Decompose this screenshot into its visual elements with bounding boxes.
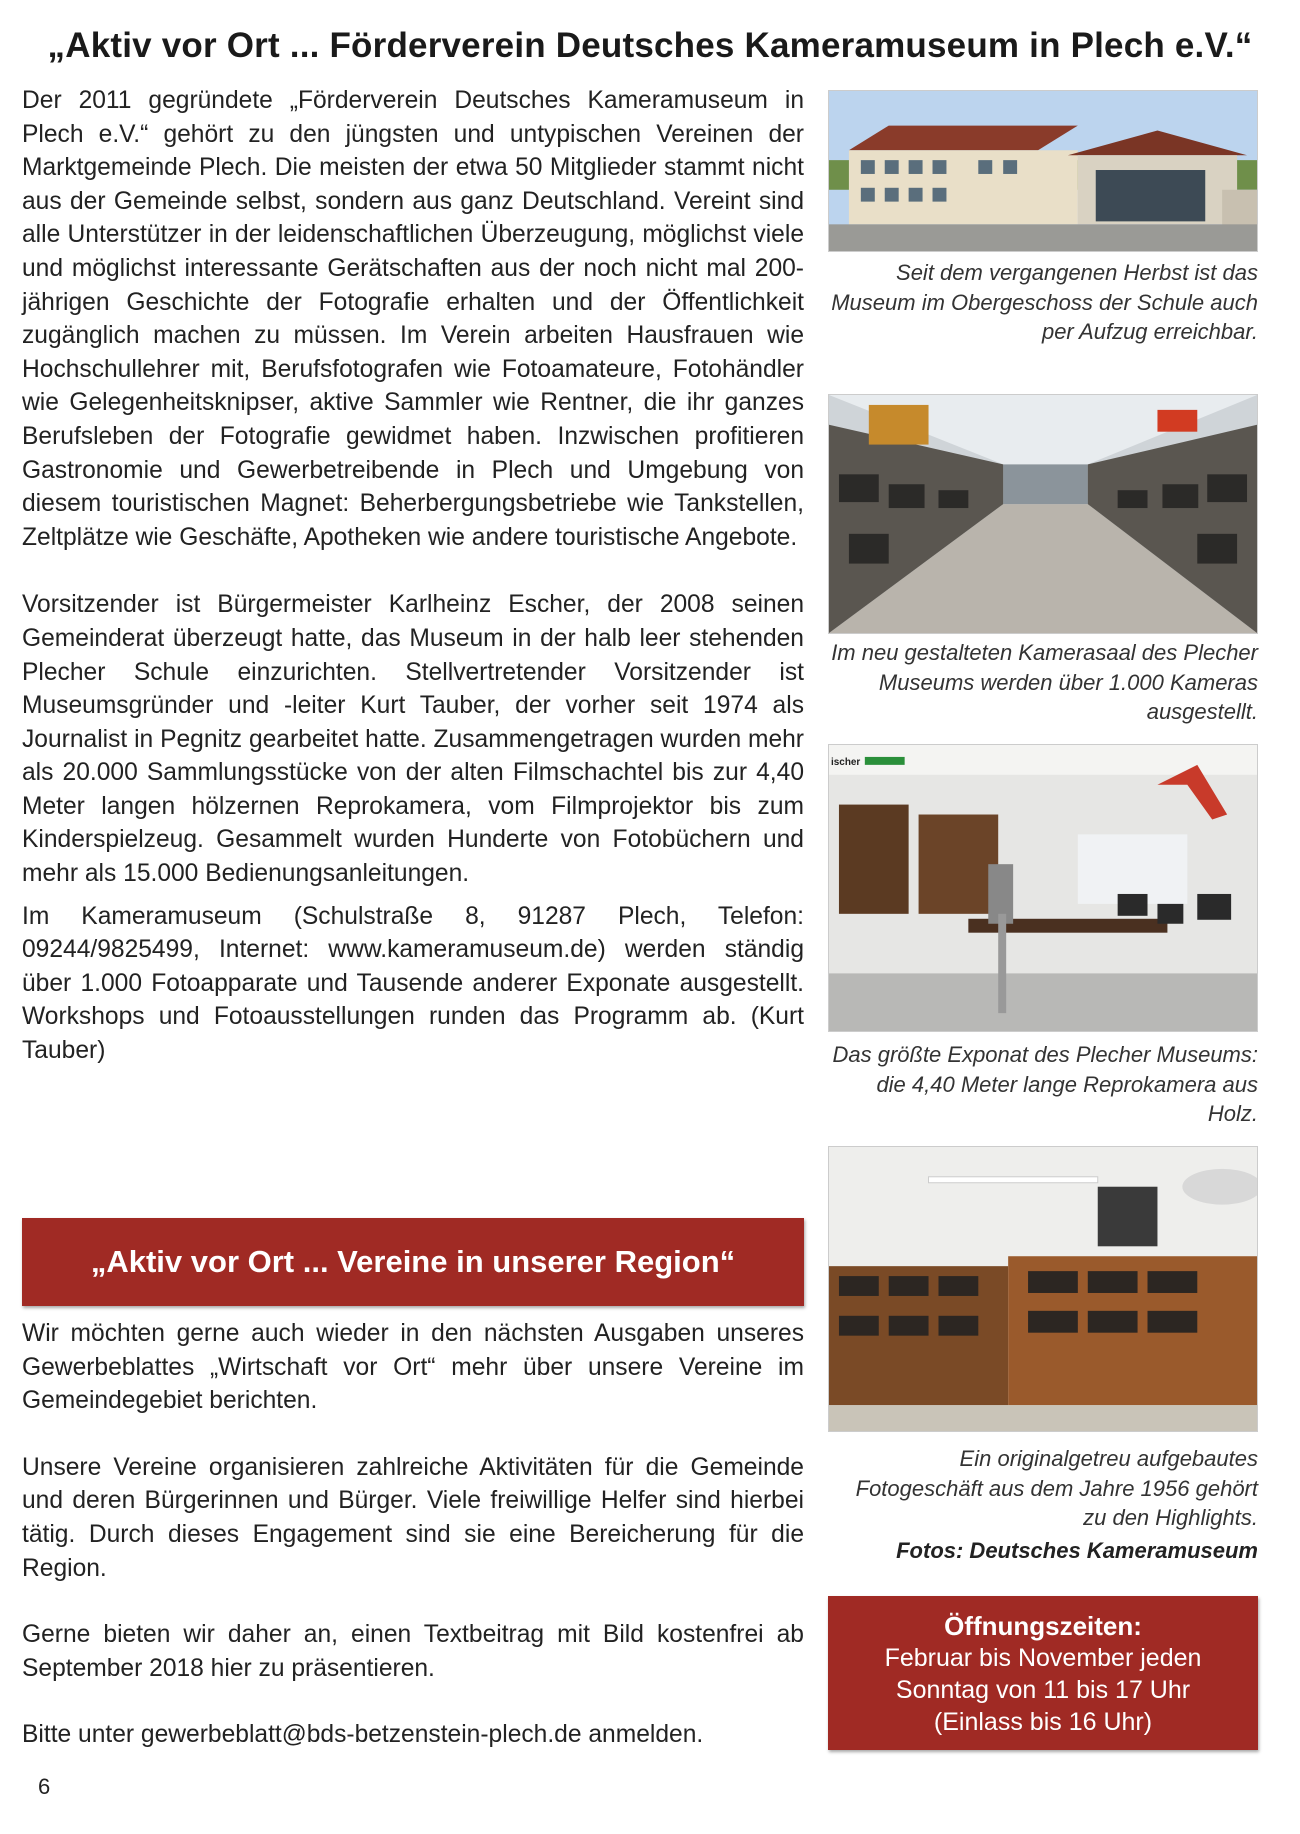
camera-hall-image — [829, 395, 1257, 633]
article-body — [22, 84, 804, 1068]
photo-photo-shop — [828, 1146, 1258, 1432]
photo-caption-2: Im neu gestalteten Kamerasaal des Plecher Museums werden über 1.000 Kameras ausgestellt. — [831, 640, 1258, 724]
region-paragraph-2: Unsere Vereine organisieren zahlreiche Aktivitäten für die Gemeinde und deren Bürgerinnen und Bürger. Viele freiwillige Helfer sind hierbei tätig. Durch dieses Engagement sind sie eine Bereicherung für die Region. — [22, 1453, 804, 1582]
section-banner-text: „Aktiv vor Ort ... Vereine in unserer Region“ — [90, 1244, 736, 1279]
photo-caption-1: Seit dem vergangenen Herbst ist das Museum im Obergeschoss der Schule auch per Aufzug erreichbar. — [831, 260, 1258, 344]
photo-credit: Fotos: Deutsches Kameramuseum — [896, 1538, 1258, 1563]
page-number: 6 — [38, 1774, 51, 1799]
article-paragraph-2: Vorsitzender ist Bürgermeister Karlheinz Escher, der 2008 seinen Gemeinderat überzeugt hatte, das Museum in der halb leer stehenden Plecher Schule einzurichten. Stellvertretender Vorsitzender ist Museumsgründer und -leiter Kurt Tauber, der vorher seit 1974 als Journalist in Pegnitz gearbeitet hatte. Zusammengetragen wurden mehr als 20.000 Sammlungsstücke von der alten Filmschachtel bis zur 4,40 Meter langen hölzernen Reprokamera, vom Filmprojektor bis zum Kinderspielzeug. Gesammelt wurden Hunderte von Fotobüchern und mehr als 15.000 Bedienungsanleitungen. — [22, 591, 804, 888]
opening-hours-line-2: Sonntag von 11 bis 17 Uhr — [895, 1676, 1191, 1704]
repro-sign-text: ischer — [830, 756, 861, 768]
photo-caption-3: Das größte Exponat des Plecher Museums: die 4,40 Meter lange Reprokamera aus Holz. — [832, 1042, 1258, 1126]
opening-hours-line-1: Februar bis November jeden — [884, 1644, 1202, 1672]
article-paragraph-3: Im Kameramuseum (Schulstraße 8, 91287 Plech, Telefon: 09244/9825499, Internet: www.kameramuseum.de) werden ständig über 1.000 Fotoapparate und Tausende anderer Exponate ausgestellt. Workshops und Fotoausstellungen runden das Programm ab. (Kurt Tauber) — [22, 902, 804, 1065]
photo-repro-camera — [828, 744, 1258, 1032]
photo-shop-image — [829, 1147, 1257, 1431]
region-section-body — [22, 1317, 804, 1752]
article-paragraph-1: Der 2011 gegründete „Förderverein Deutsches Kameramuseum in Plech e.V.“ gehört zu den jüngsten und untypischen Vereinen der Marktgemeinde Plech. Die meisten der etwa 50 Mitglieder stammt nicht aus der Gemeinde selbst, sondern aus ganz Deutschland. Vereint sind alle Unterstützer in der leidenschaftlichen Überzeugung, möglichst viele und möglichst interessante Gerätschaften aus der noch nicht mal 200-jährigen Geschichte der Fotografie erhalten und der Öffentlichkeit zugänglich machen zu müssen. Im Verein arbeiten Hausfrauen wie Hochschullehrer mit, Berufsfotografen wie Fotoamateure, Fotohändler wie Gelegenheitsknipser, aktive Sammler wie Rentner, die ihr ganzes Berufsleben der Fotografie gewidmet haben. Inzwischen profitieren Gastronomie und Gewerbetreibende in Plech und Umgebung von diesem touristischen Magnet: Beherbergungsbetriebe wie Tankstellen, Zeltplätze wie Geschäfte, Apotheken wie andere touristische Angebote. — [22, 87, 804, 551]
region-paragraph-3: Gerne bieten wir daher an, einen Textbeitrag mit Bild kostenfrei ab September 2018 hier zu präsentieren. — [22, 1621, 804, 1682]
opening-hours-line-3: (Einlass bis 16 Uhr) — [933, 1708, 1153, 1736]
region-paragraph-1: Wir möchten gerne auch wieder in den nächsten Ausgaben unseres Gewerbeblattes „Wirtschaft vor Ort“ mehr über unsere Vereine im Gemeindegebiet berichten. — [22, 1320, 804, 1415]
photo-caption-4: Ein originalgetreu aufgebautes Fotogeschäft aus dem Jahre 1956 gehört zu den Highlights. — [855, 1446, 1258, 1530]
section-banner — [22, 1218, 804, 1306]
opening-hours-box — [828, 1596, 1258, 1750]
photo-camera-hall — [828, 394, 1258, 634]
museum-building-image — [829, 91, 1257, 251]
region-paragraph-4: Bitte unter gewerbeblatt@bds-betzenstein-plech.de anmelden. — [22, 1721, 704, 1749]
repro-camera-image — [829, 745, 1257, 1031]
photo-museum-building — [828, 90, 1258, 252]
article-title: „Aktiv vor Ort ... Förderverein Deutsches Kameramuseum in Plech e.V.“ — [47, 26, 1253, 65]
opening-hours-title: Öffnungszeiten: — [944, 1611, 1142, 1641]
